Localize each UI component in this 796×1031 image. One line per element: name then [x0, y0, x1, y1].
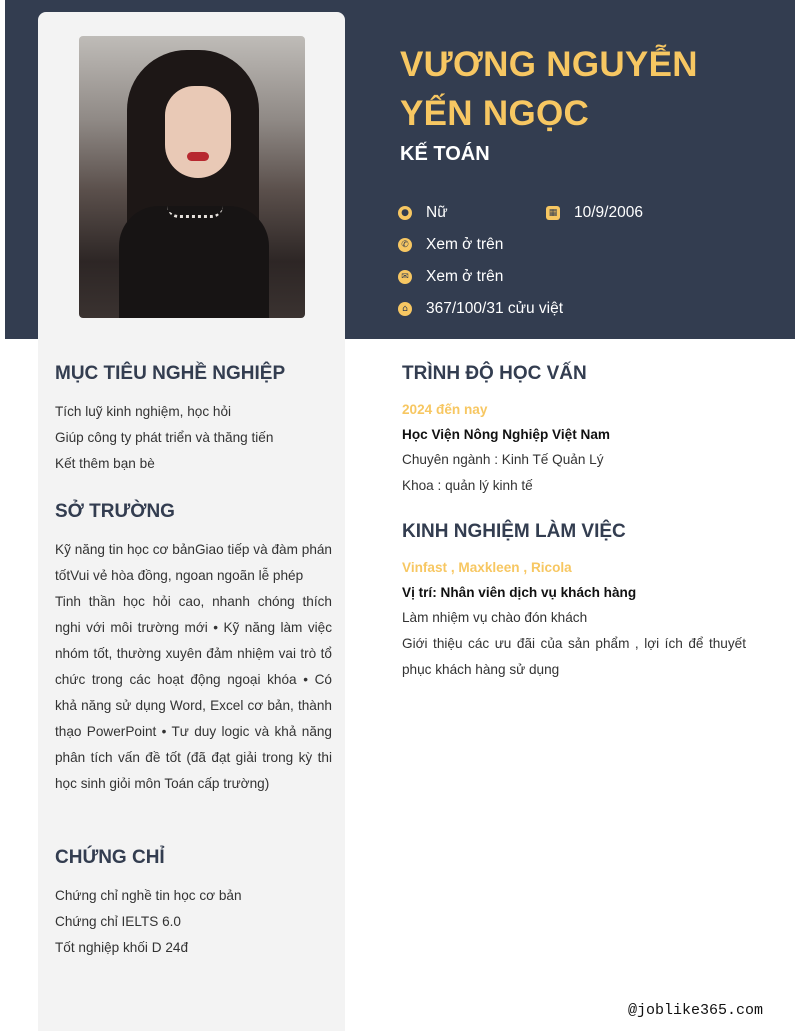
experience-companies: Vinfast , Maxkleen , Ricola [402, 560, 572, 575]
strengths-title: SỞ TRƯỜNG [55, 501, 175, 522]
experience-position: Vị trí: Nhân viên dịch vụ khách hàng [402, 585, 637, 600]
certificates-title: CHỨNG CHỈ [55, 847, 165, 868]
address-row [398, 299, 563, 319]
user-icon: ● [398, 206, 412, 220]
strengths-text [55, 537, 332, 797]
strengths-paragraph: Kỹ năng tin học cơ bảnGiao tiếp và đàm phán tốtVui vẻ hòa đồng, ngoan ngoãn lễ phép [55, 542, 332, 583]
gender-value: Nữ [426, 204, 448, 221]
birthdate-value: 10/9/2006 [574, 204, 643, 221]
home-icon: ⌂ [398, 302, 412, 316]
phone-value: Xem ở trên [426, 236, 504, 253]
education-major: Chuyên ngành : Kinh Tế Quản Lý [402, 452, 604, 467]
objective-item: Tích luỹ kinh nghiệm, học hỏi [55, 404, 232, 419]
experience-title: KINH NGHIỆM LÀM VIỆC [402, 521, 626, 542]
experience-duty: Làm nhiệm vụ chào đón khách [402, 610, 588, 625]
certificate-item: Chứng chỉ nghề tin học cơ bản [55, 888, 242, 903]
experience-duty: Giới thiệu các ưu đãi của sản phẩm , lợi ích để thuyết phục khách hàng sử dụng [402, 636, 746, 677]
calendar-icon: ▦ [546, 206, 560, 220]
education-faculty: Khoa : quản lý kinh tế [402, 478, 533, 493]
experience-block [402, 555, 746, 683]
candidate-name: VƯƠNG NGUYỄN YẾN NGỌC [400, 45, 698, 133]
profile-photo [79, 36, 305, 318]
phone-icon: ✆ [398, 238, 412, 252]
objective-list [55, 399, 335, 477]
objective-item: Giúp công ty phát triển và thăng tiến [55, 430, 274, 445]
job-title: KẾ TOÁN [400, 143, 490, 165]
objective-item: Kết thêm bạn bè [55, 456, 155, 471]
education-block [402, 397, 752, 499]
certificates-list [55, 883, 335, 961]
phone-row [398, 235, 503, 255]
school-name: Học Viện Nông Nghiệp Việt Nam [402, 427, 610, 442]
objective-title: MỤC TIÊU NGHỀ NGHIỆP [55, 363, 286, 384]
education-period: 2024 đến nay [402, 402, 488, 417]
email-value: Xem ở trên [426, 268, 504, 285]
address-value: 367/100/31 cửu việt [426, 300, 564, 317]
gender-row [398, 203, 448, 223]
strengths-paragraph: Tinh thần học hỏi cao, nhanh chóng thích nghi với môi trường mới • Kỹ năng làm việc nhóm tốt, thường xuyên đảm nhiệm vai trò tổ chức trong các hoạt động ngoại khóa • Có khả năng sử dụng Word, Excel cơ bản, thành thạo PowerPoint • Tư duy logic và khả năng phân tích vấn đề tốt (đã đạt giải trong kỳ thi học sinh giỏi môn Toán cấp trường) [55, 594, 332, 791]
email-row [398, 267, 503, 287]
certificate-item: Tốt nghiệp khối D 24đ [55, 940, 189, 955]
certificate-item: Chứng chỉ IELTS 6.0 [55, 914, 181, 929]
watermark: @joblike365.com [628, 1002, 764, 1019]
mail-icon: ✉ [398, 270, 412, 284]
birthdate-row [546, 203, 643, 223]
education-title: TRÌNH ĐỘ HỌC VẤN [402, 363, 587, 384]
